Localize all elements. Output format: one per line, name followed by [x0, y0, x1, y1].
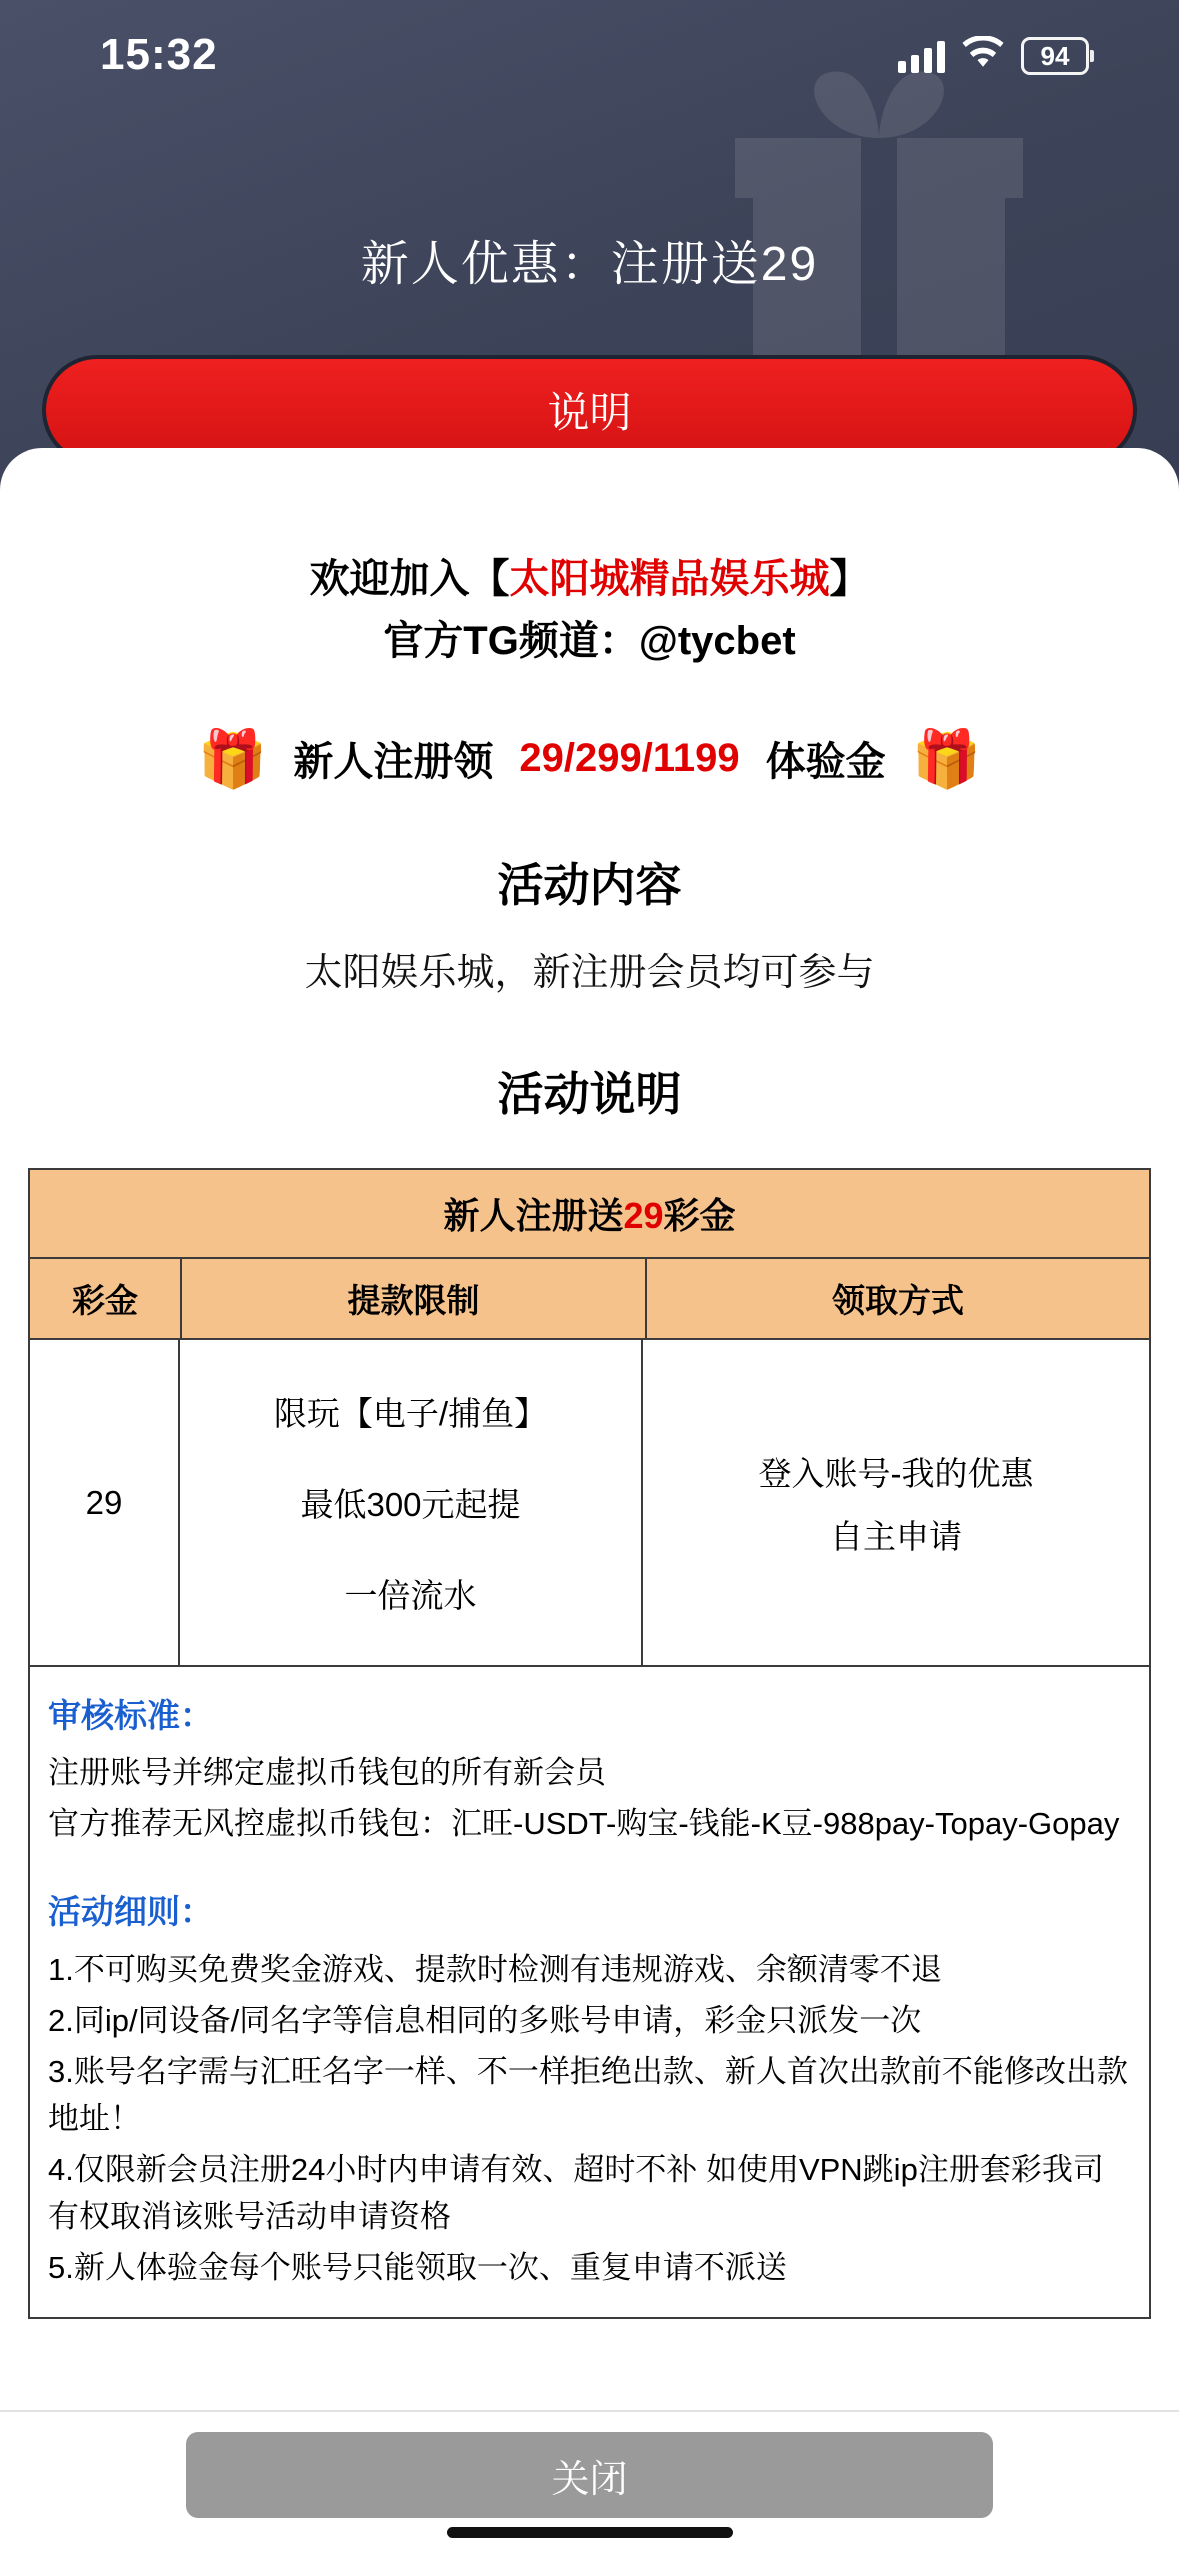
detail-line-5: 5.新人体验金每个账号只能领取一次、重复申请不派送 [48, 2250, 787, 2286]
instructions-button[interactable]: 说明 [42, 355, 1137, 465]
column-header-bonus: 彩金 [30, 1259, 182, 1338]
bonus-suffix: 体验金 [765, 740, 886, 784]
activity-content-text: 太阳娱乐城，新注册会员均可参与 [304, 952, 875, 994]
audit-line-2: 官方推荐无风控虚拟币钱包：汇旺-USDT-购宝-钱能-K豆-988pay-Topay-Gopay [48, 1806, 1120, 1842]
welcome-prefix: 欢迎加入【 [309, 557, 510, 601]
bonus-amounts: 29/299/1199 [519, 736, 740, 780]
status-time: 15:32 [100, 30, 218, 79]
welcome-text [0, 548, 1179, 672]
audit-line-1: 注册账号并绑定虚拟币钱包的所有新会员 [48, 1755, 606, 1791]
table-row [30, 1340, 1149, 1667]
bonus-table [28, 1168, 1151, 2319]
sheet-footer [0, 2410, 1179, 2556]
claim-method-1: 登入账号-我的优惠 [758, 1454, 1034, 1492]
caption-prefix: 新人注册送 [443, 1195, 624, 1236]
brand-name: 太阳城精品娱乐城 [509, 557, 830, 601]
table-caption [30, 1170, 1149, 1259]
cellular-signal-icon [898, 39, 945, 73]
detail-title: 活动细则： [48, 1893, 213, 1931]
status-icons [898, 36, 1089, 75]
column-header-claim: 领取方式 [832, 1282, 964, 1319]
cell-bonus-amount: 29 [30, 1340, 180, 1665]
close-button[interactable]: 关闭 [186, 2432, 993, 2518]
column-header-withdraw: 提款限制 [182, 1259, 647, 1338]
gift-emoji-right: 🎁 [911, 726, 982, 790]
detail-line-2: 2.同ip/同设备/同名字等信息相同的多账号申请，彩金只派发一次 [48, 2002, 922, 2038]
welcome-suffix: 】 [829, 557, 870, 601]
cell-withdraw-limits [180, 1340, 643, 1665]
info-sheet [0, 448, 1179, 2556]
bonus-highlight [0, 726, 1179, 790]
home-indicator[interactable] [447, 2527, 733, 2538]
detail-line-4: 4.仅限新会员注册24小时内申请有效、超时不补 如使用VPN跳ip注册套彩我司有权取消该账号活动申请资格 [48, 2151, 1104, 2235]
caption-amount: 29 [623, 1195, 664, 1236]
audit-title: 审核标准： [48, 1697, 213, 1734]
battery-level: 94 [1040, 40, 1070, 71]
battery-icon [1021, 37, 1089, 75]
terms-notes [30, 1667, 1149, 2317]
table-header-row [30, 1259, 1149, 1340]
withdraw-limit-3: 一倍流水 [344, 1577, 477, 1614]
caption-suffix: 彩金 [663, 1195, 736, 1236]
page-title: 新人优惠：注册送29 [360, 238, 819, 291]
bonus-prefix: 新人注册领 [293, 740, 494, 784]
withdraw-limit-1: 限玩【电子/捕鱼】 [273, 1395, 548, 1432]
detail-line-3: 3.账号名字需与汇旺名字一样、不一样拒绝出款、新人首次出款前不能修改出款地址！ [48, 2053, 1128, 2136]
activity-rules-title: 活动说明 [497, 1068, 682, 1120]
wifi-icon [961, 36, 1005, 75]
detail-line-1: 1.不可购买免费奖金游戏、提款时检测有违规游戏、余额清零不退 [48, 1951, 942, 1987]
claim-method-2: 自主申请 [830, 1517, 962, 1555]
gift-emoji-left: 🎁 [197, 726, 268, 790]
sheet-content [0, 448, 1179, 2412]
activity-content-title: 活动内容 [497, 859, 682, 911]
status-bar [0, 0, 1179, 120]
telegram-channel-line: 官方TG频道：@tycbet [383, 619, 796, 663]
cell-claim-method [643, 1340, 1149, 1665]
withdraw-limit-2: 最低300元起提 [300, 1486, 521, 1523]
